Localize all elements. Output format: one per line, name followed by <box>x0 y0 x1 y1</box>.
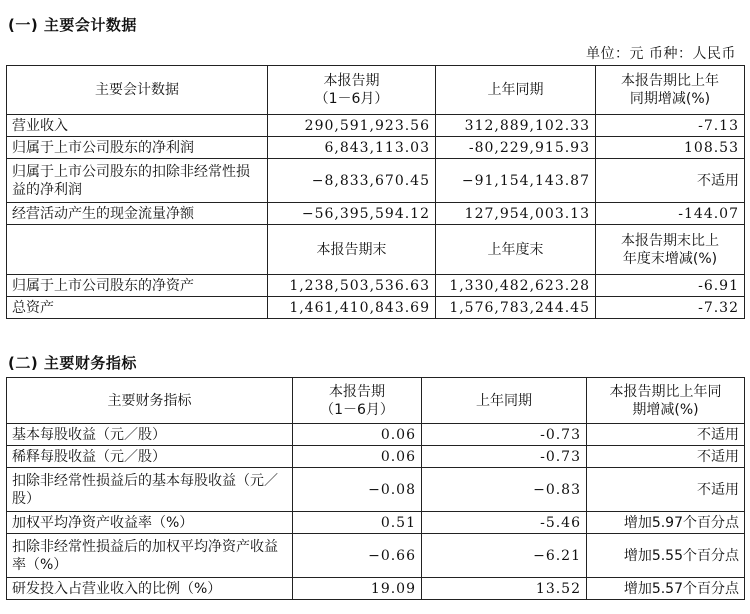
row-label: 扣除非经常性损益后的加权平均净资产收益率（%） <box>7 534 293 578</box>
row-change: 增加5.55个百分点 <box>587 534 745 578</box>
row-change: -144.07 <box>596 203 745 225</box>
row-prior: −0.83 <box>422 468 587 512</box>
table-row <box>7 578 745 600</box>
header-change: 本报告期比上年 同期增减(%) <box>596 66 745 115</box>
header-item: 主要财务指标 <box>7 378 293 424</box>
row-current: −0.08 <box>293 468 422 512</box>
row-label: 经营活动产生的现金流量净额 <box>7 203 268 225</box>
row-prior: -0.73 <box>422 446 587 468</box>
header-prior-period: 上年同期 <box>436 66 596 115</box>
row-prior: 127,954,003.13 <box>436 203 596 225</box>
table-row <box>7 137 745 159</box>
row-prior: -5.46 <box>422 512 587 534</box>
row-prior: 1,330,482,623.28 <box>436 275 596 297</box>
row-change: -7.13 <box>596 115 745 137</box>
row-change: -7.32 <box>596 297 745 319</box>
header-current-period: 本报告期 （1－6月） <box>268 66 436 115</box>
subheader-empty <box>7 225 268 275</box>
row-change: 不适用 <box>596 159 745 203</box>
row-current: 6,843,113.03 <box>268 137 436 159</box>
row-prior: 312,889,102.33 <box>436 115 596 137</box>
row-label: 归属于上市公司股东的净利润 <box>7 137 268 159</box>
row-label: 归属于上市公司股东的扣除非经常性损益的净利润 <box>7 159 268 203</box>
table-header-row <box>7 378 745 424</box>
header-change-end: 本报告期末比上 年度末增减(%) <box>596 225 745 275</box>
row-change: 108.53 <box>596 137 745 159</box>
row-label: 基本每股收益（元／股） <box>7 424 293 446</box>
row-current: −8,833,670.45 <box>268 159 436 203</box>
table-row <box>7 297 745 319</box>
row-change: 不适用 <box>587 446 745 468</box>
key-accounting-data-table <box>6 65 745 319</box>
key-financial-indicators-table <box>6 377 745 600</box>
row-current: 0.06 <box>293 424 422 446</box>
row-current: −56,395,594.12 <box>268 203 436 225</box>
row-change: 不适用 <box>587 468 745 512</box>
row-change: 增加5.57个百分点 <box>587 578 745 600</box>
row-label: 总资产 <box>7 297 268 319</box>
header-prior-year-end: 上年度末 <box>436 225 596 275</box>
row-current: 0.06 <box>293 446 422 468</box>
row-prior: −6.21 <box>422 534 587 578</box>
row-current: 0.51 <box>293 512 422 534</box>
table-row <box>7 203 745 225</box>
table-header-row <box>7 66 745 115</box>
row-current: 290,591,923.56 <box>268 115 436 137</box>
row-change: -6.91 <box>596 275 745 297</box>
row-current: −0.66 <box>293 534 422 578</box>
table-row <box>7 534 745 578</box>
table-row <box>7 446 745 468</box>
row-prior: −91,154,143.87 <box>436 159 596 203</box>
table-subheader-row <box>7 225 745 275</box>
table-row <box>7 159 745 203</box>
table-row <box>7 512 745 534</box>
row-current: 1,238,503,536.63 <box>268 275 436 297</box>
row-prior: 13.52 <box>422 578 587 600</box>
unit-currency-line: 单位：元 币种：人民币 <box>586 46 736 62</box>
section2-title: (二) 主要财务指标 <box>8 354 137 372</box>
table-row <box>7 115 745 137</box>
header-item: 主要会计数据 <box>7 66 268 115</box>
section1-title: (一) 主要会计数据 <box>8 16 137 34</box>
row-label: 加权平均净资产收益率（%） <box>7 512 293 534</box>
header-period-end: 本报告期末 <box>268 225 436 275</box>
table-row <box>7 275 745 297</box>
row-label: 扣除非经常性损益后的基本每股收益（元／股） <box>7 468 293 512</box>
header-change: 本报告期比上年同 期增减(%) <box>587 378 745 424</box>
row-current: 19.09 <box>293 578 422 600</box>
row-change: 增加5.97个百分点 <box>587 512 745 534</box>
row-label: 研发投入占营业收入的比例（%） <box>7 578 293 600</box>
header-current-period: 本报告期 （1－6月） <box>293 378 422 424</box>
row-prior: -0.73 <box>422 424 587 446</box>
row-label: 营业收入 <box>7 115 268 137</box>
row-prior: -80,229,915.93 <box>436 137 596 159</box>
row-change: 不适用 <box>587 424 745 446</box>
row-label: 稀释每股收益（元／股） <box>7 446 293 468</box>
row-current: 1,461,410,843.69 <box>268 297 436 319</box>
table-row <box>7 468 745 512</box>
table-row <box>7 424 745 446</box>
header-prior-period: 上年同期 <box>422 378 587 424</box>
row-label: 归属于上市公司股东的净资产 <box>7 275 268 297</box>
row-prior: 1,576,783,244.45 <box>436 297 596 319</box>
